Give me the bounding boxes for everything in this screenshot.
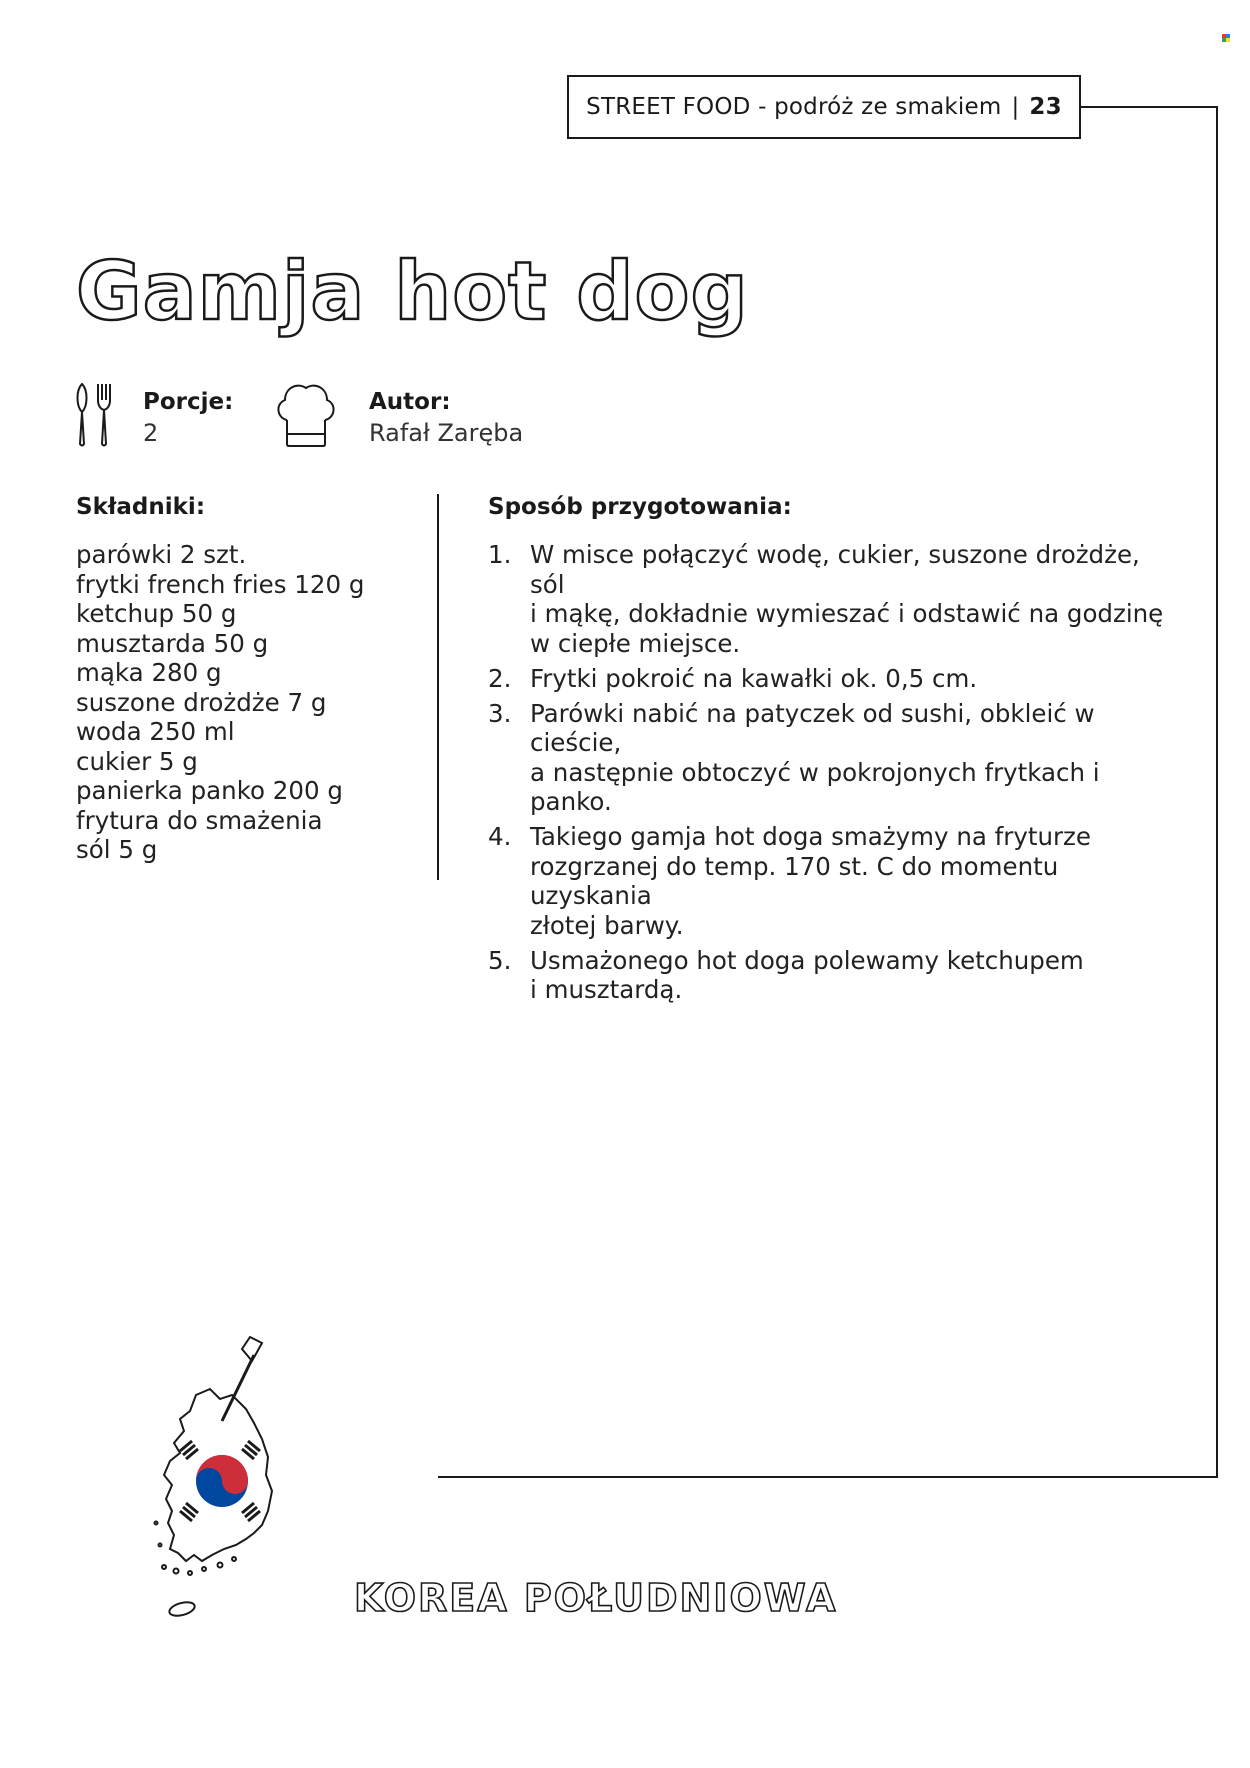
step-number: 4. bbox=[488, 822, 512, 851]
step-number: 3. bbox=[488, 698, 512, 728]
ingredients-list bbox=[76, 540, 364, 865]
header-separator: | bbox=[1011, 94, 1020, 120]
frame-line-top bbox=[1081, 106, 1218, 108]
page-header bbox=[567, 75, 1081, 139]
list-item: suszone drożdże 7 g bbox=[76, 687, 327, 717]
servings-label: Porcje: bbox=[143, 389, 234, 415]
step-text: Takiego gamja hot doga smażymy na fryturze rozgrzanej do temp. 170 st. C do momentu uzyskania złotej barwy. bbox=[530, 822, 1091, 940]
ingredients-heading: Składniki: bbox=[76, 494, 206, 520]
method-steps bbox=[488, 540, 1168, 1010]
list-item: cukier 5 g bbox=[76, 746, 198, 776]
list-item: panierka panko 200 g bbox=[76, 776, 343, 805]
method-step bbox=[488, 540, 1168, 658]
step-number: 2. bbox=[488, 663, 512, 693]
method-step bbox=[488, 699, 1168, 817]
list-item: ketchup 50 g bbox=[76, 599, 237, 628]
south-korea-map-icon bbox=[150, 1335, 310, 1625]
page-number: 23 bbox=[1029, 94, 1062, 120]
recipe-title: Gamja hot dog bbox=[76, 245, 749, 338]
step-number: 1. bbox=[488, 540, 512, 569]
print-marker bbox=[1222, 34, 1230, 42]
author-value: Rafał Zaręba bbox=[369, 419, 524, 447]
fork-knife-icon bbox=[74, 382, 114, 448]
frame-line-right bbox=[1216, 106, 1218, 1478]
frame-line-bottom bbox=[438, 1476, 1218, 1478]
method-step bbox=[488, 946, 1168, 1005]
list-item: sól 5 g bbox=[76, 835, 158, 864]
header-title-bold: STREET FOOD bbox=[586, 94, 751, 120]
step-text: Usmażonego hot doga polewamy ketchupem i musztardą. bbox=[530, 945, 1084, 1004]
list-item: frytki french fries 120 g bbox=[76, 569, 365, 599]
list-item: woda 250 ml bbox=[76, 717, 235, 746]
chef-hat-icon bbox=[275, 380, 337, 448]
step-text: W misce połączyć wodę, cukier, suszone drożdże, sól i mąkę, dokładnie wymieszać i odstawić na godzinę w ciepłe miejsce. bbox=[530, 540, 1164, 658]
step-text: Frytki pokroić na kawałki ok. 0,5 cm. bbox=[530, 663, 978, 693]
step-number: 5. bbox=[488, 945, 512, 975]
list-item: parówki 2 szt. bbox=[76, 540, 247, 569]
author-label: Autor: bbox=[369, 389, 451, 415]
country-name: KOREA POŁUDNIOWA bbox=[354, 1576, 838, 1620]
method-step bbox=[488, 664, 1168, 694]
method-step bbox=[488, 822, 1168, 940]
step-text: Parówki nabić na patyczek od sushi, obkleić w cieście, a następnie obtoczyć w pokrojonych frytkach i panko. bbox=[530, 698, 1100, 816]
list-item: frytura do smażenia bbox=[76, 805, 323, 835]
servings-value: 2 bbox=[143, 419, 159, 447]
header-title: - podróż ze smakiem bbox=[758, 94, 1002, 120]
list-item: musztarda 50 g bbox=[76, 628, 269, 658]
list-item: mąka 280 g bbox=[76, 658, 222, 687]
column-divider bbox=[437, 494, 439, 880]
method-heading: Sposób przygotowania: bbox=[488, 494, 792, 520]
